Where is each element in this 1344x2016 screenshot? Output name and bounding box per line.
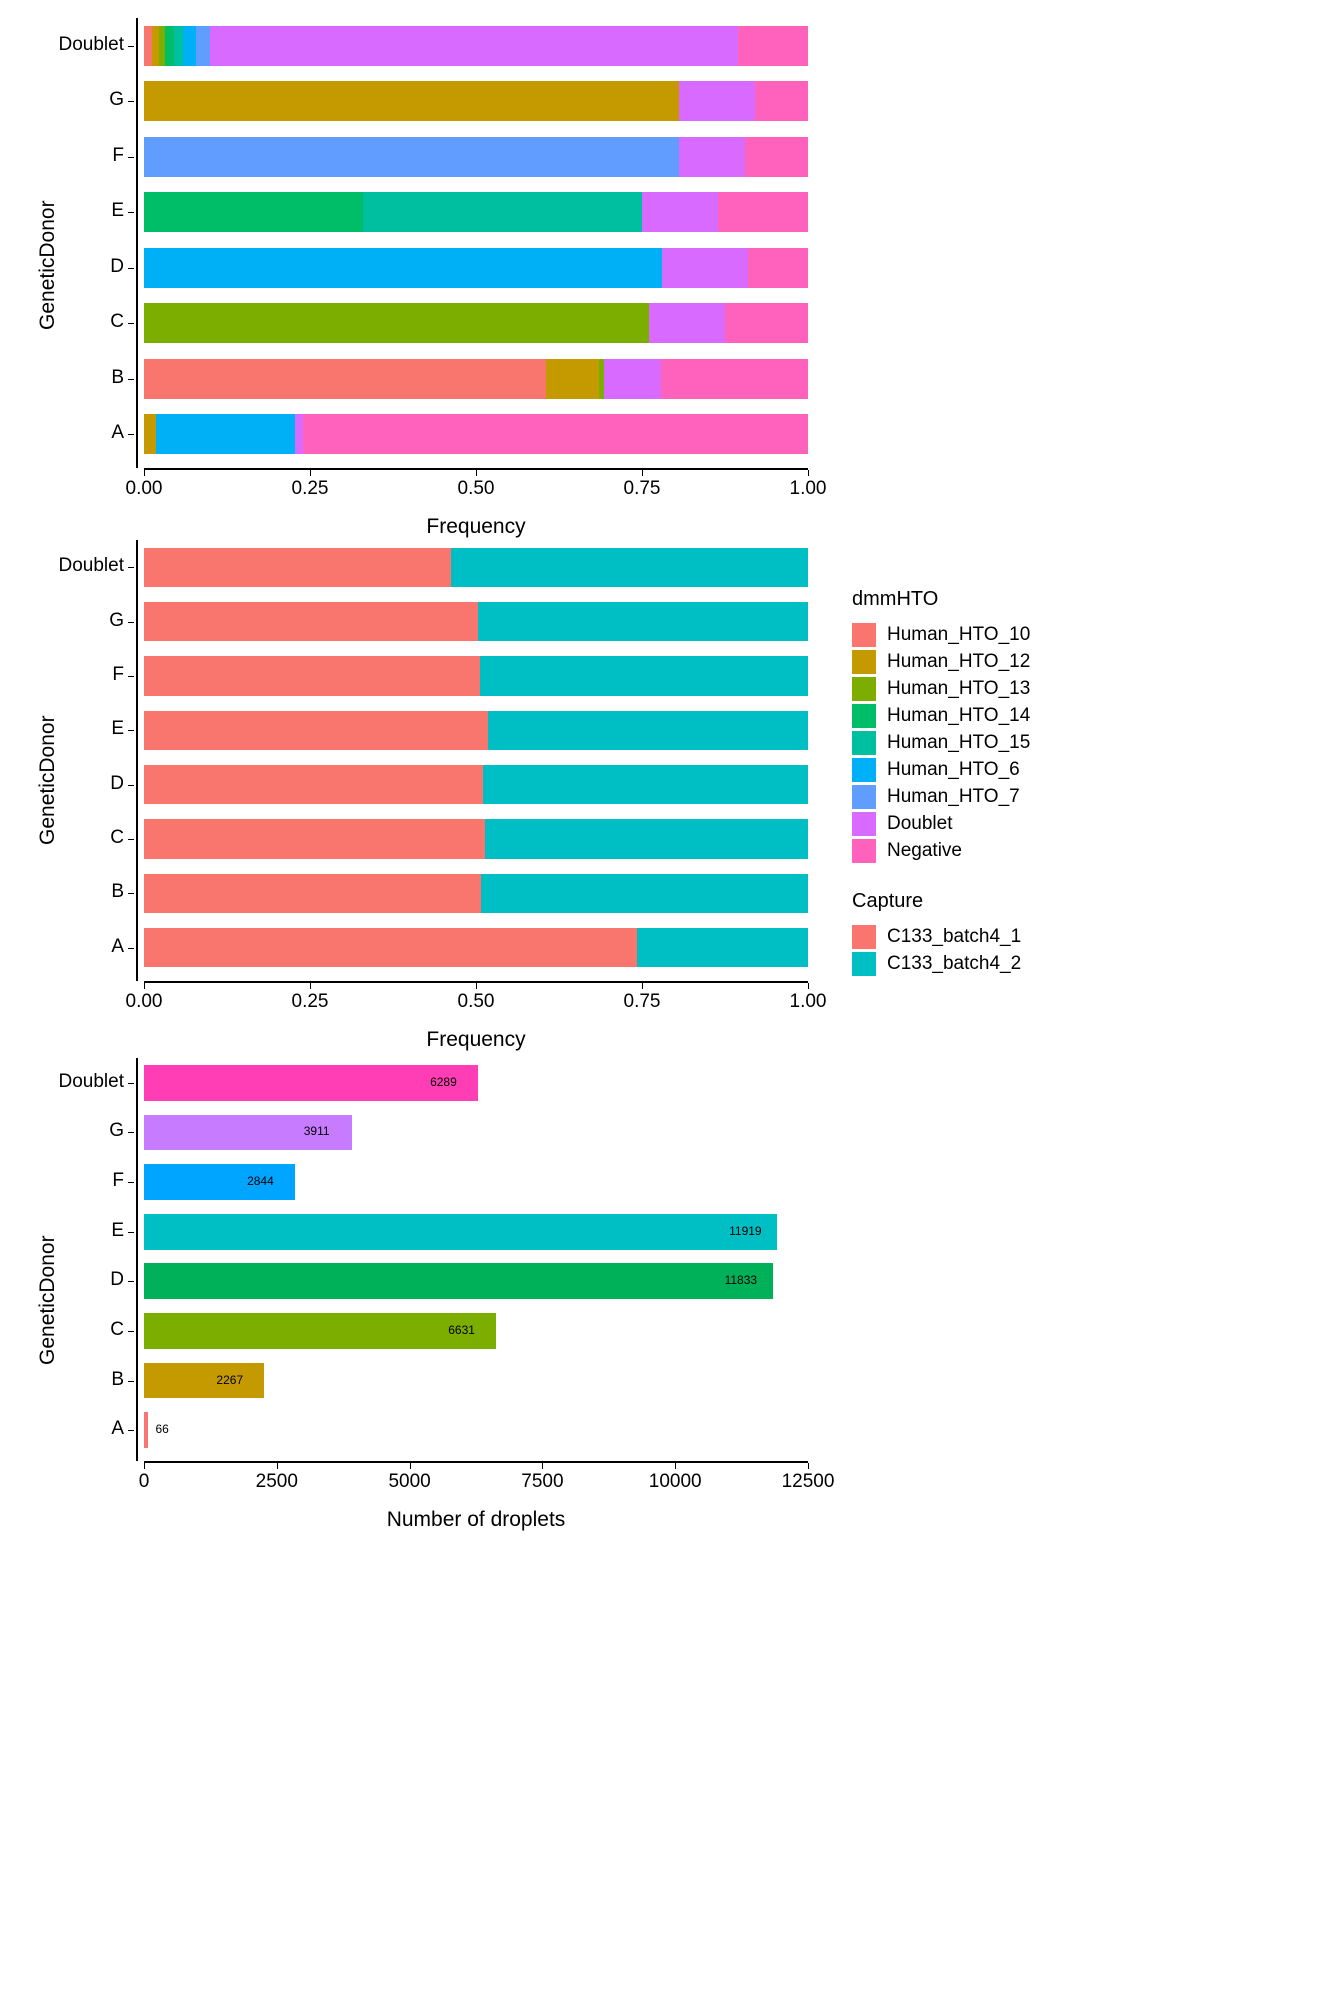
legend-label-C133_batch4_2: C133_batch4_2 [887, 952, 1022, 974]
y-tick-label-2-0: Doublet [58, 555, 124, 577]
y-tick-label-1-2: F [112, 144, 124, 166]
y-tick-label-3-6: B [111, 1368, 124, 1390]
x-tick-label-3-3: 7500 [521, 1471, 564, 1492]
y-tick-label-1-4: D [110, 255, 124, 277]
legend-key-C133_batch4_1 [852, 925, 876, 949]
x-tick-label-1-3: 0.75 [623, 478, 661, 499]
y-axis-label-3: GeneticDonor [36, 1235, 59, 1365]
bar-value-label: 6289 [430, 1074, 457, 1089]
y-tick-label-2-3: E [111, 718, 124, 740]
y-tick-label-2-7: A [111, 935, 124, 957]
legend-key-Negative [852, 839, 876, 863]
bar [144, 1412, 148, 1448]
legend-container [852, 588, 1030, 1003]
x-tick-label-3-2: 5000 [388, 1471, 431, 1492]
x-tick-label-2-1: 0.25 [291, 991, 329, 1012]
bar [144, 1214, 777, 1250]
x-tick-3-2 [410, 1463, 411, 1469]
x-tick-label-1-4: 1.00 [789, 478, 827, 499]
y-tick-label-1-1: G [109, 89, 124, 111]
legend-label-Human_HTO_14: Human_HTO_14 [887, 704, 1031, 726]
y-axis-line-3 [136, 1058, 138, 1461]
x-axis-title-2: Frequency [426, 1028, 526, 1051]
legend-key-Human_HTO_10 [852, 623, 876, 647]
legend-key-Doublet [852, 812, 876, 836]
y-tick-3-6 [128, 1381, 134, 1382]
bar-value-label: 2844 [247, 1174, 274, 1189]
legend-item-Human_HTO_12[interactable] [852, 648, 1030, 675]
legend-label-Human_HTO_10: Human_HTO_10 [887, 623, 1031, 645]
bar [144, 1065, 478, 1101]
legend-key-Human_HTO_13 [852, 677, 876, 701]
x-tick-label-2-2: 0.50 [457, 991, 495, 1012]
legend-label-Human_HTO_12: Human_HTO_12 [887, 650, 1031, 672]
x-tick-label-3-5: 12500 [781, 1471, 835, 1492]
legend-label-Human_HTO_7: Human_HTO_7 [887, 785, 1020, 807]
y-tick-3-7 [128, 1430, 134, 1431]
x-tick-label-1-0: 0.00 [125, 478, 163, 499]
y-tick-3-2 [128, 1182, 134, 1183]
legend-item-Human_HTO_13[interactable] [852, 675, 1030, 702]
x-tick-3-0 [144, 1463, 145, 1469]
y-tick-label-3-1: G [109, 1120, 124, 1142]
y-tick-label-3-3: E [111, 1219, 124, 1241]
y-tick-label-1-6: B [111, 366, 124, 388]
x-tick-label-2-3: 0.75 [623, 991, 661, 1012]
legend-key-Human_HTO_7 [852, 785, 876, 809]
legend-title-Capture: Capture [852, 890, 924, 912]
legend-key-Human_HTO_14 [852, 704, 876, 728]
x-tick-3-3 [542, 1463, 543, 1469]
legend-item-Negative[interactable] [852, 837, 1030, 864]
x-tick-label-1-1: 0.25 [291, 478, 329, 499]
y-tick-3-4 [128, 1281, 134, 1282]
y-tick-label-2-6: B [111, 881, 124, 903]
legend-item-Human_HTO_10[interactable] [852, 621, 1030, 648]
x-tick-label-2-0: 0.00 [125, 991, 163, 1012]
legend-label-C133_batch4_1: C133_batch4_1 [887, 925, 1022, 947]
legend-label-Human_HTO_15: Human_HTO_15 [887, 731, 1031, 753]
bar [144, 1313, 496, 1349]
legend-label-Negative: Negative [887, 839, 962, 861]
legend-title-dmmHTO: dmmHTO [852, 588, 939, 610]
x-tick-label-3-1: 2500 [255, 1471, 298, 1492]
y-tick-label-1-3: E [111, 200, 124, 222]
legend-item-Human_HTO_14[interactable] [852, 702, 1030, 729]
legend-label-Human_HTO_6: Human_HTO_6 [887, 758, 1020, 780]
legend-item-Doublet[interactable] [852, 810, 1030, 837]
y-tick-label-3-5: C [110, 1318, 124, 1340]
bar-value-label: 6631 [448, 1322, 475, 1337]
bar-value-label: 66 [155, 1422, 169, 1437]
y-tick-label-1-7: A [111, 422, 124, 444]
legend-item-Human_HTO_15[interactable] [852, 729, 1030, 756]
y-tick-label-3-4: D [110, 1269, 124, 1291]
x-axis-line-3 [144, 1461, 808, 1463]
legend-label-Human_HTO_13: Human_HTO_13 [887, 677, 1031, 699]
legend-item-C133_batch4_2[interactable] [852, 950, 1030, 977]
y-tick-3-3 [128, 1232, 134, 1233]
y-tick-label-1-5: C [110, 311, 124, 333]
y-tick-3-5 [128, 1331, 134, 1332]
x-axis-title-3: Number of droplets [386, 1508, 566, 1531]
legend-label-Doublet: Doublet [887, 812, 953, 834]
y-tick-3-0 [128, 1083, 134, 1084]
y-axis-label-1: GeneticDonor [36, 200, 59, 330]
y-tick-label-1-0: Doublet [58, 33, 124, 55]
y-tick-label-3-7: A [111, 1418, 124, 1440]
x-tick-3-1 [277, 1463, 278, 1469]
bar-value-label: 11833 [724, 1273, 758, 1288]
y-tick-3-1 [128, 1132, 134, 1133]
bar [144, 1363, 264, 1399]
legend-item-Human_HTO_6[interactable] [852, 756, 1030, 783]
legend-block-dmmHTO [852, 588, 1030, 864]
legend-key-Human_HTO_15 [852, 731, 876, 755]
legend-block-Capture [852, 890, 1030, 977]
x-tick-label-1-2: 0.50 [457, 478, 495, 499]
y-axis-label-2: GeneticDonor [36, 715, 59, 845]
legend-key-Human_HTO_6 [852, 758, 876, 782]
bar [144, 1263, 773, 1299]
legend-item-Human_HTO_7[interactable] [852, 783, 1030, 810]
y-tick-label-2-2: F [112, 663, 124, 685]
y-tick-label-2-4: D [110, 772, 124, 794]
y-tick-label-2-1: G [109, 609, 124, 631]
x-tick-label-3-0: 0 [138, 1471, 150, 1492]
y-tick-label-3-0: Doublet [58, 1070, 124, 1092]
bar-value-label: 2267 [216, 1372, 244, 1387]
legend-item-C133_batch4_1[interactable] [852, 923, 1030, 950]
x-tick-label-3-4: 10000 [648, 1471, 702, 1492]
legend-key-C133_batch4_2 [852, 952, 876, 976]
y-tick-label-3-2: F [112, 1170, 124, 1192]
legend-key-Human_HTO_12 [852, 650, 876, 674]
bar-value-label: 3911 [303, 1124, 330, 1139]
x-tick-3-4 [675, 1463, 676, 1469]
bar-value-label: 11919 [729, 1223, 762, 1238]
x-axis-title-1: Frequency [426, 515, 526, 538]
y-tick-label-2-5: C [110, 827, 124, 849]
x-tick-label-2-4: 1.00 [789, 991, 827, 1012]
x-tick-3-5 [808, 1463, 809, 1469]
